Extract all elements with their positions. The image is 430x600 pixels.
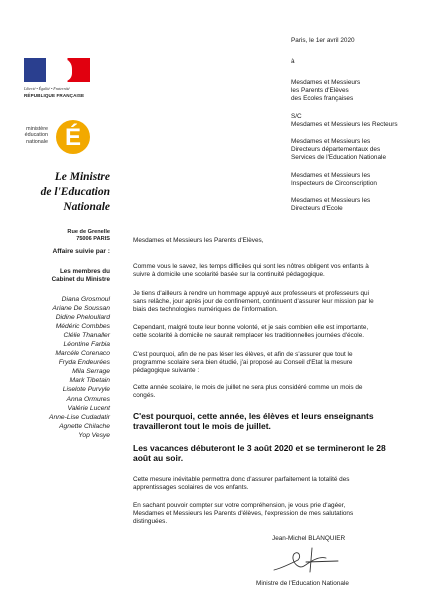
member-name: Clélie Thanaller — [63, 332, 110, 340]
minister-title: Le Ministre de l'Education Nationale — [40, 171, 110, 213]
republic-name: RÉPUBLIQUE FRANÇAISE — [24, 93, 85, 98]
signer-name: Jean-Michel BLANQUIER — [272, 535, 346, 542]
paragraph-1: Comme vous le savez, les temps difficiles qui sont les nôtres obligent vos enfants à suivre à domicile une scolarité basée sur la continuité pédagogique. — [133, 263, 369, 279]
marianne-flag-icon — [24, 58, 90, 82]
signature-icon — [268, 542, 348, 578]
ministry-logo-words: ministère éducation nationale — [24, 126, 48, 145]
member-name: Léontine Farbia — [63, 341, 110, 349]
affaire-label: Affaire suivie par : — [52, 248, 110, 255]
paragraph-3: Cependant, malgré toute leur bonne volonté, et je sais combien elle est importante, cette scolarité à domicile ne saurait remplacer les traditionnelles journées d'école. — [133, 324, 369, 340]
paragraph-5: Cette année scolaire, le mois de juillet ne sera plus considéré comme un mois de congés. — [133, 384, 363, 400]
other-recipients: Mesdames et Messieurs les Directeurs départementaux des Services de l'Education Nationale Mesdames et Messieurs les Inspecteurs de Circonscription Mesdames et Messieurs les Directeurs d'Ecole — [291, 138, 387, 213]
paragraph-2: Je tiens d'ailleurs à rendre un hommage appuyé aux professeurs et professeurs qui sans relâche, jour après jour de confinement, continuent d'assurer leur mission par le biais des technologies numériques de l'information. — [133, 290, 374, 314]
member-name: Liselote Purvyle — [62, 386, 110, 394]
member-name: Fryda Endeurées — [58, 359, 110, 367]
sender-address: Rue de Grenelle 75006 PARIS — [67, 229, 110, 243]
main-recipients: Mesdames et Messieurs les Parents d'Elèves des Ecoles françaises — [291, 79, 361, 103]
republique-francaise-logo — [24, 58, 90, 98]
paragraph-9: En sachant pouvoir compter sur votre compréhension, je vous prie d'agéer, Mesdames et Messieurs les Parents d'élèves, l'expression de mes salutations distinguées. — [133, 502, 354, 526]
signer-title: Ministre de l'Education Nationale — [256, 580, 349, 587]
member-name: Ariane De Soussan — [52, 305, 110, 313]
ministry-e-icon: É — [56, 120, 90, 154]
member-name: Agnette Chilache — [59, 422, 110, 430]
member-name: Anne-Lise Cudadatir — [49, 413, 110, 421]
sc-recipients: S/C Mesdames et Messieurs les Recteurs — [291, 113, 398, 129]
cabinet-members-list — [10, 295, 110, 440]
member-name: Anna Ormures — [66, 395, 110, 403]
republic-motto: Liberté • Égalité • Fraternité — [24, 86, 70, 91]
ministry-logo — [18, 116, 100, 160]
member-name: Marcéle Corenaco — [55, 350, 110, 358]
cabinet-label: Les membres du Cabinet du Ministre — [51, 268, 110, 284]
paragraph-7-bold: Les vacances débuteront le 3 août 2020 et se termineront le 28 août au soir. — [133, 443, 386, 464]
member-name: Mila Serrage — [72, 368, 110, 376]
member-name: Médéric Combbes — [55, 323, 110, 331]
paragraph-6-bold: C'est pourquoi, cette année, les élèves et leurs enseignants travailleront tout le mois de juillet. — [133, 411, 374, 432]
paragraph-8: Cette mesure inévitable permettra donc d'assurer parfaitement la totalité des apprentissages scolaires de vos enfants. — [133, 476, 350, 492]
salutation: Mesdames et Messieurs les Parents d'Elèves, — [133, 237, 264, 244]
member-name: Mark Tibetain — [69, 377, 110, 385]
letter-date: Paris, le 1er avril 2020 — [291, 37, 355, 44]
member-name: Valérie Lucent — [67, 404, 110, 412]
recipient-a-label: à — [291, 58, 295, 65]
member-name: Yop Vesye — [78, 431, 110, 439]
member-name: Diana Grosmoul — [61, 296, 110, 303]
paragraph-4: C'est pourquoi, afin de ne pas léser les élèves, et afin de s'assurer que tout le programme scolaire sera bien étudié, j'ai proposé au Conseil d'Etat la mesure pédagogique suivante : — [133, 351, 353, 375]
member-name: Didine Pheloullard — [55, 314, 110, 322]
